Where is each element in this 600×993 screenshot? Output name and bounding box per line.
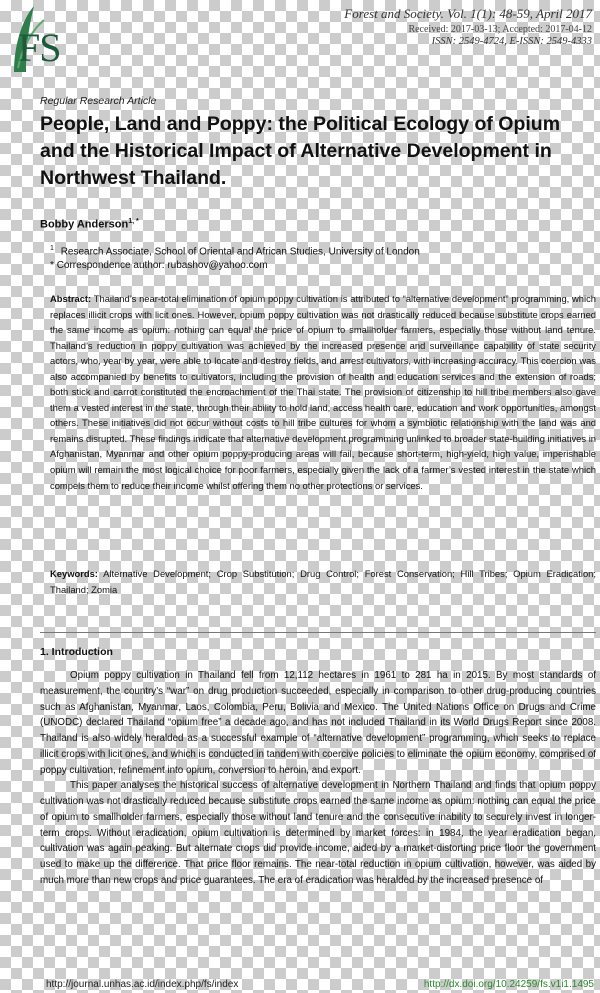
affiliation-mark: 1 <box>50 245 54 252</box>
author-name: Bobby Anderson <box>40 218 129 231</box>
abstract-text: Thailand’s near-total elimination of opium poppy cultivation is attributed to “alternative development” programming, which replaces illicit crops with licit ones. However, opium poppy cultivation was not drastically reduced because substitute crops earned the same income as opium: nothing can equal the price of opium to smallholder farmers, especially those without land tenure. Thailand’s reduction in poppy cultivation was achieved by the increased presence and surveillance capability of state security actors, who, year by year, were able to locate and destroy fields, and arrest cultivators, with increasing accuracy. This coercion was also accompanied by benefits to cultivators, including the provision of health and education services and the extension of roads; both stick and carrot constituted the encroachment of the Thai state. The provision of citizenship to hill tribe members also gave them a vested interest in the state, through their ability to hold land, access health care, education and work opportunities, amongst others. These initiatives did not occur without costs to hill tribe cultures for whom a symbiotic relationship with the land was and remains disrupted. These findings indicate that alternative development programming unlinked to broader state-building initiatives in Afghanistan, Myanmar and other opium poppy-producing areas will fail, because short-term, high-yield, high value, imperishable opium will remain the most logical choice for poor farmers, especially given the lack of a farmer’s vested interest in the state which compels them to reduce their income whilst offering them no other protections or services. <box>50 293 597 491</box>
section-heading: 1. Introduction <box>40 646 113 658</box>
keywords <box>50 566 596 598</box>
affiliations <box>50 242 420 273</box>
keywords-label: Keywords: <box>50 568 98 579</box>
section-divider <box>40 632 596 633</box>
paragraph: This paper analyses the historical success of alternative development in Northern Thailand and finds that opium poppy cultivation was not drastically reduced because substitute crops earned the same income as opium: nothing can equal the price of opium to smallholder farmers, especially those without land tenure and the consecutive inability to securely invest in longer-term crops. Without eradication, opium cultivation is determined by market forces: in 1984, the year eradication began, cultivation was again peaking. But alternate crops did provide income, aided by a market-distorting price floor the government used to make up the difference. That price floor remains. The near-total reduction in opium cultivation, however, was aided by much more than new crops and price guarantees. The era of eradication was heralded by the increased presence of <box>40 780 596 886</box>
abstract <box>50 291 596 493</box>
correspondence-mark: * <box>50 260 54 272</box>
journal-info <box>344 6 592 47</box>
journal-dates: Received: 2017-03-13; Accepted: 2017-04-12 <box>408 24 592 35</box>
abstract-label: Abstract: <box>50 293 92 304</box>
author-line <box>40 218 139 231</box>
affiliation-text: Research Associate, School of Oriental and African Studies, University of London <box>60 246 420 258</box>
author-marks: 1, * <box>128 218 139 225</box>
journal-logo <box>4 2 84 80</box>
journal-issn: ISSN: 2549-4724, E-ISSN: 2549-4333 <box>431 36 592 47</box>
keywords-text: Alternative Development; Crop Substitution; Drug Control; Forest Conservation; Hill Tribes; Opium Eradication; Thailand; Zomia <box>50 568 596 595</box>
article-header <box>40 95 592 192</box>
correspondence-text: Correspondence author: rubashov@yahoo.com <box>56 260 268 272</box>
correspondence-line <box>50 259 420 273</box>
affiliation-line <box>50 242 420 259</box>
journal-citation: Forest and Society. Vol. 1(1): 48-59, April 2017 <box>344 6 592 21</box>
article-title: People, Land and Poppy: the Political Ecology of Opium and the Historical Impact of Alternative Development in Northwest Thailand. <box>40 113 561 189</box>
body-text <box>40 668 596 889</box>
article-type: Regular Research Article <box>40 95 157 107</box>
paragraph: Opium poppy cultivation in Thailand fell from 12,112 hectares in 1961 to 281 ha in 2015. By most standards of measurement, the country’s “war” on drug production succeeded, especially in comparison to other drug-producing countries such as Afghanistan, Myanmar, Laos, Colombia, Peru, Bolivia and Mexico. The United Nations Office on Drugs and Crime (UNODC) declared Thailand “opium free” a decade ago, and has not included Thailand in its World Drugs Report since 2008. Thailand is also widely heralded as a successful example of “alternative development” programming, which seeks to replace illicit crops with licit ones, and which is conducted in tandem with coercive policies to eliminate the opium economy, comprised of poppy cultivation, refinement into opium, conversion to heroin, and export. <box>40 670 596 776</box>
doi-link[interactable]: http://dx.doi.org/10.24259/fs.v1i1.1495 <box>423 979 594 990</box>
logo-text: FS <box>18 25 61 70</box>
journal-url-link[interactable]: http://journal.unhas.ac.id/index.php/fs/index <box>46 979 239 990</box>
